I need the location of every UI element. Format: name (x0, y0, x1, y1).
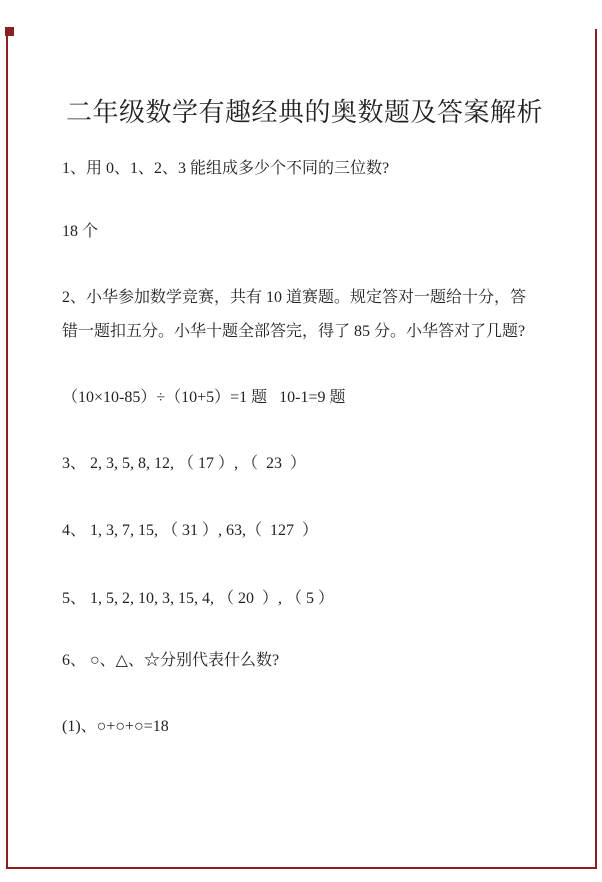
question-3: 3、 2, 3, 5, 8, 12, （ 17 ）, （ 23 ） (62, 455, 307, 472)
question-6-item-1: (1)、○+○+○=18 (62, 718, 169, 735)
page-border-right (595, 29, 597, 869)
question-1: 1、用 0、1、2、3 能组成多少个不同的三位数? (62, 160, 390, 177)
question-2-line-2: 错一题扣五分。小华十题全部答完，得了 85 分。小华答对了几题? (62, 323, 526, 340)
page-border-corner (5, 27, 14, 36)
page-border-bottom (6, 867, 597, 869)
page-border-left (6, 36, 8, 869)
question-6: 6、 ○、△、☆分别代表什么数? (62, 652, 280, 669)
answer-2-formula: （10×10-85）÷（10+5）=1 题 10-1=9 题 (62, 389, 346, 406)
question-4: 4、 1, 3, 7, 15, （ 31 ）, 63,（ 127 ） (62, 522, 319, 539)
question-2-line-1: 2、小华参加数学竞赛，共有 10 道赛题。规定答对一题给十分，答 (62, 289, 527, 306)
page-title: 二年级数学有趣经典的奥数题及答案解析 (66, 98, 544, 127)
question-5: 5、 1, 5, 2, 10, 3, 15, 4, （ 20 ）, （ 5 ） (62, 590, 335, 607)
answer-1: 18 个 (62, 223, 99, 240)
